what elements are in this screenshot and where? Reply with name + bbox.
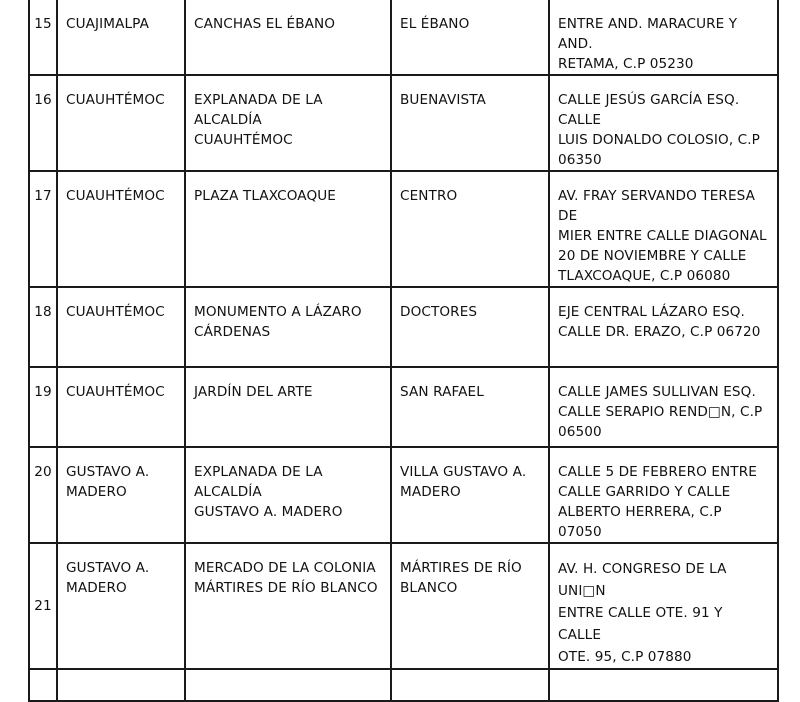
- row-number: 18: [34, 304, 52, 320]
- colony-cell: CENTRO: [400, 188, 458, 204]
- colony-cell: BUENAVISTA: [400, 92, 486, 108]
- row-number: 20: [34, 464, 52, 480]
- sites-table: [28, 0, 779, 702]
- municipality-cell: CUAUHTÉMOC: [66, 304, 165, 320]
- address-cell: CALLE JESÚS GARCÍA ESQ. CALLE LUIS DONALDO COLOSIO, C.P 06350: [558, 92, 760, 168]
- row-number: 15: [34, 16, 52, 32]
- site-cell: MONUMENTO A LÁZARO CÁRDENAS: [194, 304, 362, 340]
- table-row: [29, 543, 778, 669]
- municipality-cell: GUSTAVO A. MADERO: [66, 560, 150, 596]
- site-cell: PLAZA TLAXCOAQUE: [194, 188, 336, 204]
- table-row: [29, 669, 778, 701]
- table-row: [29, 287, 778, 367]
- row-number: 17: [34, 188, 52, 204]
- site-cell: CANCHAS EL ÉBANO: [194, 16, 336, 32]
- municipality-cell: CUAJIMALPA: [66, 16, 149, 32]
- municipality-cell: CUAUHTÉMOC: [66, 384, 165, 400]
- colony-cell: VILLA GUSTAVO A. MADERO: [400, 464, 527, 500]
- municipality-cell: CUAUHTÉMOC: [66, 188, 165, 204]
- table-row: [29, 367, 778, 447]
- site-cell: EXPLANADA DE LA ALCALDÍA CUAUHTÉMOC: [194, 92, 323, 148]
- address-cell: [550, 670, 777, 684]
- address-cell: CALLE JAMES SULLIVAN ESQ. CALLE SERAPIO REND□N, C.P 06500: [558, 384, 763, 440]
- address-cell: CALLE 5 DE FEBRERO ENTRE CALLE GARRIDO Y CALLE ALBERTO HERRERA, C.P 07050: [558, 464, 757, 540]
- address-cell: ENTRE AND. MARACURE Y AND. RETAMA, C.P 05230: [558, 16, 738, 72]
- colony-cell: [392, 670, 548, 684]
- row-number: 19: [34, 384, 52, 400]
- site-cell: JARDÍN DEL ARTE: [194, 384, 313, 400]
- row-number: [30, 670, 56, 684]
- municipality-cell: [58, 670, 184, 684]
- address-cell: EJE CENTRAL LÁZARO ESQ. CALLE DR. ERAZO, C.P 06720: [558, 304, 761, 340]
- table-row: [29, 171, 778, 287]
- row-number: 21: [34, 598, 52, 614]
- colony-cell: SAN RAFAEL: [400, 384, 484, 400]
- table-row: [29, 0, 778, 75]
- colony-cell: MÁRTIRES DE RÍO BLANCO: [400, 560, 522, 596]
- site-cell: MERCADO DE LA COLONIA MÁRTIRES DE RÍO BLANCO: [194, 560, 378, 596]
- site-cell: EXPLANADA DE LA ALCALDÍA GUSTAVO A. MADERO: [194, 464, 343, 520]
- address-cell: AV. H. CONGRESO DE LA UNI□N ENTRE CALLE OTE. 91 Y CALLE OTE. 95, C.P 07880: [558, 561, 727, 665]
- municipality-cell: GUSTAVO A. MADERO: [66, 464, 150, 500]
- municipality-cell: CUAUHTÉMOC: [66, 92, 165, 108]
- site-cell: [186, 670, 390, 684]
- colony-cell: EL ÉBANO: [400, 16, 470, 32]
- table-row: [29, 75, 778, 171]
- table-row: [29, 447, 778, 543]
- colony-cell: DOCTORES: [400, 304, 478, 320]
- row-number: 16: [34, 92, 52, 108]
- address-cell: AV. FRAY SERVANDO TERESA DE MIER ENTRE CALLE DIAGONAL 20 DE NOVIEMBRE Y CALLE TLAXCOAQUE, C.P 06080: [558, 188, 767, 284]
